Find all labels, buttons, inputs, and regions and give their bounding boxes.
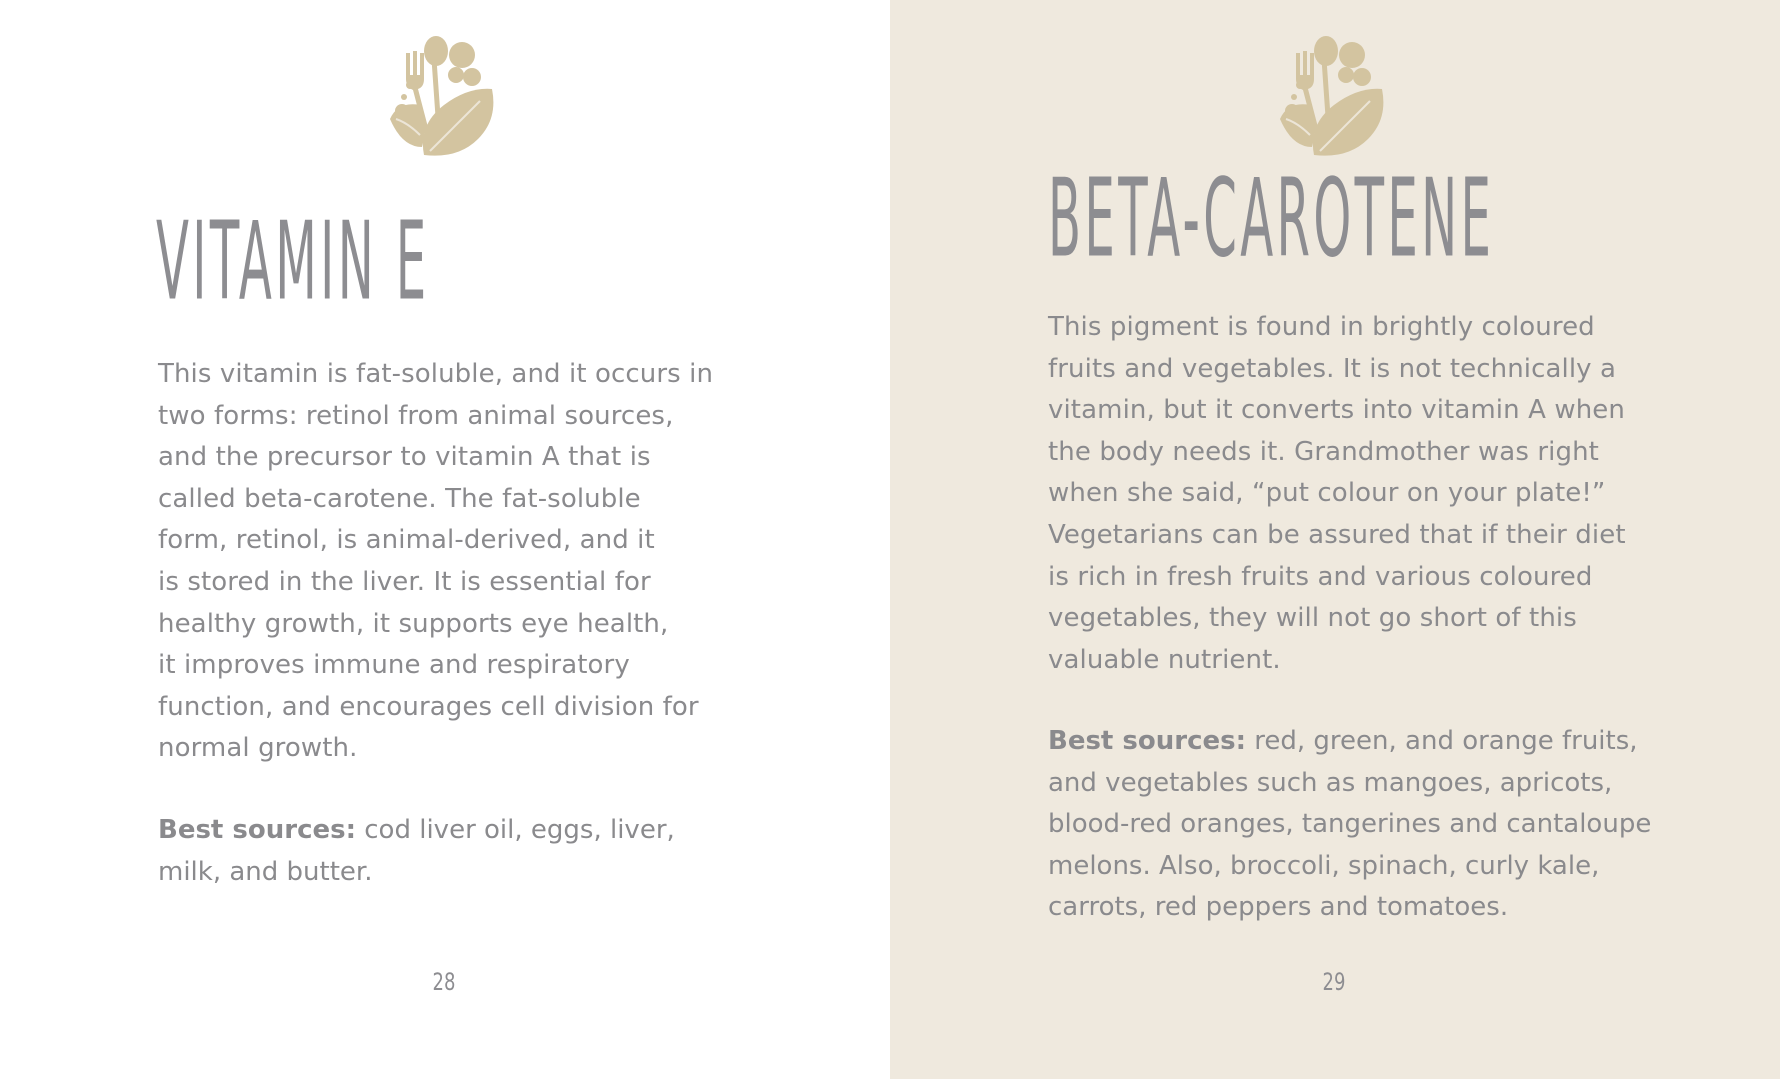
body-paragraph (1048, 307, 1668, 681)
right-page (890, 0, 1780, 1079)
text-line: function, and encourages cell division for (158, 691, 699, 722)
page-title: BETA-CAROTENE (1048, 156, 1495, 283)
best-sources-paragraph (1048, 721, 1708, 929)
text-line: valuable nutrient. (1048, 644, 1281, 675)
page-title: VITAMIN E (156, 199, 430, 326)
text-line: Vegetarians can be assured that if their diet (1048, 519, 1626, 550)
text-line: This vitamin is fat-soluble, and it occurs in (158, 359, 714, 389)
text-line: This pigment is found in brightly coloured (1048, 312, 1595, 342)
text-line: called beta-carotene. The fat-soluble (158, 483, 641, 514)
text-line: two forms: retinol from animal sources, (158, 400, 674, 431)
text-line: and the precursor to vitamin A that is (158, 442, 651, 473)
best-sources-label: Best sources: (1048, 726, 1246, 756)
best-sources-label: Best sources: (158, 815, 356, 845)
text-line: the body needs it. Grandmother was right (1048, 436, 1599, 467)
text-line: healthy growth, it supports eye health, (158, 608, 669, 639)
sources-line (158, 810, 738, 852)
sources-line (1048, 721, 1708, 763)
text-line: fruits and vegetables. It is not technically a (1048, 353, 1617, 384)
sources-text: red, green, and orange fruits, (1246, 726, 1638, 756)
sources-line: carrots, red peppers and tomatoes. (1048, 892, 1509, 923)
best-sources-paragraph (158, 810, 738, 893)
sources-line: and vegetables such as mangoes, apricots, (1048, 767, 1613, 798)
sources-line: milk, and butter. (158, 856, 373, 887)
text-line: when she said, “put colour on your plate!” (1048, 478, 1606, 509)
page-number: 28 (432, 968, 456, 996)
text-line: normal growth. (158, 733, 358, 764)
sources-text: cod liver oil, eggs, liver, (356, 815, 675, 845)
text-line: is rich in fresh fruits and various coloured (1048, 561, 1593, 592)
fork-spoon-leaf-icon (1278, 35, 1390, 159)
body-paragraph (158, 354, 738, 770)
text-line: vegetables, they will not go short of this (1048, 603, 1577, 634)
page-number: 29 (1322, 968, 1346, 996)
sources-line: blood-red oranges, tangerines and cantaloupe (1048, 809, 1652, 840)
text-line: vitamin, but it converts into vitamin A when (1048, 395, 1625, 426)
text-line: it improves immune and respiratory (158, 650, 630, 681)
sources-line: melons. Also, broccoli, spinach, curly kale, (1048, 850, 1600, 881)
text-line: form, retinol, is animal-derived, and it (158, 525, 655, 556)
fork-spoon-leaf-icon (388, 35, 500, 159)
text-line: is stored in the liver. It is essential for (158, 566, 651, 597)
